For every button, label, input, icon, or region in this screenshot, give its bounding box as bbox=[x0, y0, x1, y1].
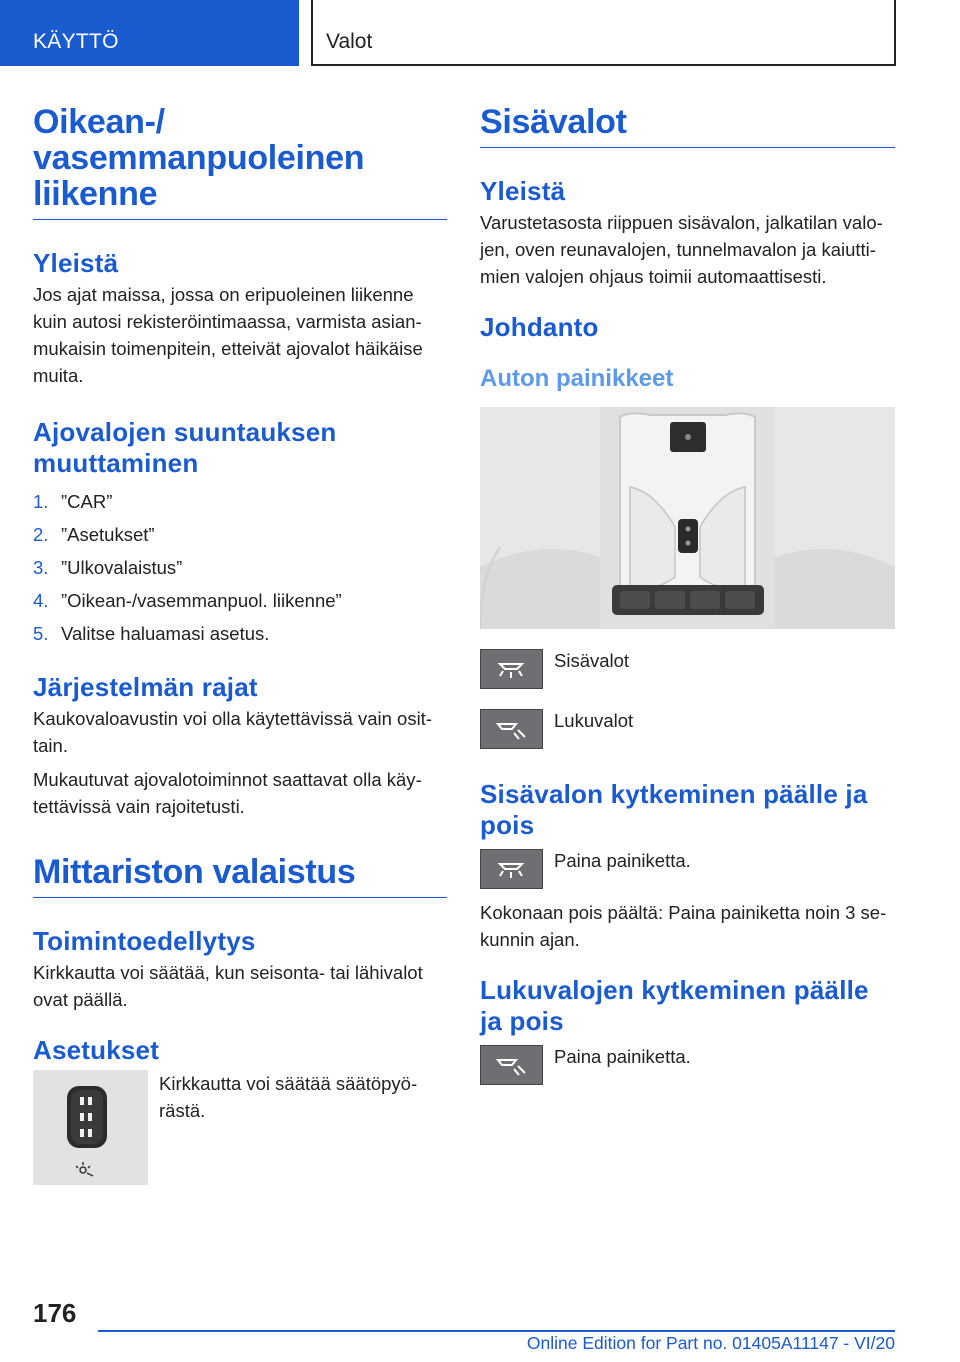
reading-light-icon bbox=[480, 1045, 543, 1085]
footer-edition[interactable]: Online Edition for Part no. 01405A11147 - VI/20 bbox=[526, 1333, 895, 1353]
step-number: 5. bbox=[33, 623, 49, 644]
thumbwheel-icon bbox=[33, 1070, 148, 1185]
text-press-button-1: Paina painiketta. bbox=[554, 850, 691, 871]
legend-reading-text: Lukuvalot bbox=[554, 710, 634, 731]
text-settings: Kirkkautta voi säätää säätöpyörästä. bbox=[159, 1073, 418, 1121]
overhead-console-image bbox=[480, 407, 895, 629]
press-row-reading bbox=[480, 1045, 895, 1085]
heading-settings: Asetukset bbox=[33, 1035, 160, 1065]
right-column bbox=[480, 104, 895, 1085]
heading-introduction: Johdanto bbox=[480, 312, 599, 342]
legend-interior-text: Sisävalot bbox=[554, 650, 630, 671]
step-number: 2. bbox=[33, 524, 49, 545]
text-limits-1: Kaukovaloavustin voi olla käytettävissä vain osittain. bbox=[33, 708, 432, 756]
step-item bbox=[33, 584, 447, 617]
heading-adjust-headlights: Ajovalojen suuntauksen muuttaminen bbox=[33, 417, 337, 478]
heading-general-right: Yleistä bbox=[480, 176, 566, 206]
section-title: Valot bbox=[311, 0, 896, 66]
step-text: ”Asetukset” bbox=[61, 524, 155, 545]
text-general-right: Varustetasosta riippuen sisävalon, jalkatilan valojen, oven reunavalojen, tunnelmavalon ja kaiuttimien valojen ohjaus toimii automaattisesti. bbox=[480, 212, 883, 287]
step-text: ”Ulkovalaistus” bbox=[61, 557, 183, 578]
settings-row bbox=[33, 1070, 447, 1185]
step-text: ”CAR” bbox=[61, 491, 113, 512]
step-item bbox=[33, 617, 447, 650]
step-item bbox=[33, 551, 447, 584]
heading-general-left: Yleistä bbox=[33, 248, 119, 278]
text-condition: Kirkkautta voi säätää, kun seisonta- tai lähivalot ovat päällä. bbox=[33, 962, 423, 1010]
thumbwheel-image bbox=[33, 1070, 148, 1185]
text-general-left: Jos ajat maissa, jossa on eripuoleinen liikenne kuin autosi rekisteröintimaassa, varmista asianmukaisin toimenpitein, etteivät ajovalot häikäise muita. bbox=[33, 284, 423, 386]
page-number: 176 bbox=[33, 1298, 77, 1328]
text-full-off: Kokonaan pois päältä: Paina painiketta noin 3 sekunnin ajan. bbox=[480, 902, 887, 950]
step-number: 1. bbox=[33, 491, 49, 512]
heading-switch-interior: Sisävalon kytkeminen päälle ja pois bbox=[480, 779, 868, 840]
text-press-button-2: Paina painiketta. bbox=[554, 1046, 691, 1067]
text-limits-2: Mukautuvat ajovalotoiminnot saattavat olla käytettävissä vain rajoitetusti. bbox=[33, 769, 422, 817]
reading-light-icon bbox=[480, 709, 543, 749]
step-item bbox=[33, 518, 447, 551]
interior-light-icon bbox=[480, 649, 543, 689]
footer-divider bbox=[98, 1330, 895, 1332]
interior-light-icon bbox=[480, 849, 543, 889]
heading-traffic: Oikean-/ vasemmanpuoleinen liikenne bbox=[33, 104, 447, 220]
heading-condition: Toimintoedellytys bbox=[33, 926, 256, 956]
step-text: Valitse haluamasi asetus. bbox=[61, 623, 270, 644]
legend-row-interior bbox=[480, 649, 895, 689]
step-number: 4. bbox=[33, 590, 49, 611]
heading-interior-lights: Sisävalot bbox=[480, 104, 895, 148]
heading-system-limits: Järjestelmän rajat bbox=[33, 672, 258, 702]
steps-list bbox=[33, 485, 447, 650]
chapter-tab[interactable]: KÄYTTÖ bbox=[0, 0, 299, 66]
heading-instrument-lighting: Mittariston valaistus bbox=[33, 854, 447, 898]
heading-vehicle-buttons: Auton painikkeet bbox=[480, 365, 674, 392]
step-item bbox=[33, 485, 447, 518]
legend-row-reading bbox=[480, 709, 895, 749]
overhead-console-icon bbox=[480, 407, 895, 629]
press-row-interior bbox=[480, 849, 895, 889]
left-column bbox=[33, 104, 447, 1185]
step-text: ”Oikean-/vasemmanpuol. liikenne” bbox=[61, 590, 342, 611]
heading-switch-reading: Lukuvalojen kytkeminen päälle ja pois bbox=[480, 975, 869, 1036]
step-number: 3. bbox=[33, 557, 49, 578]
